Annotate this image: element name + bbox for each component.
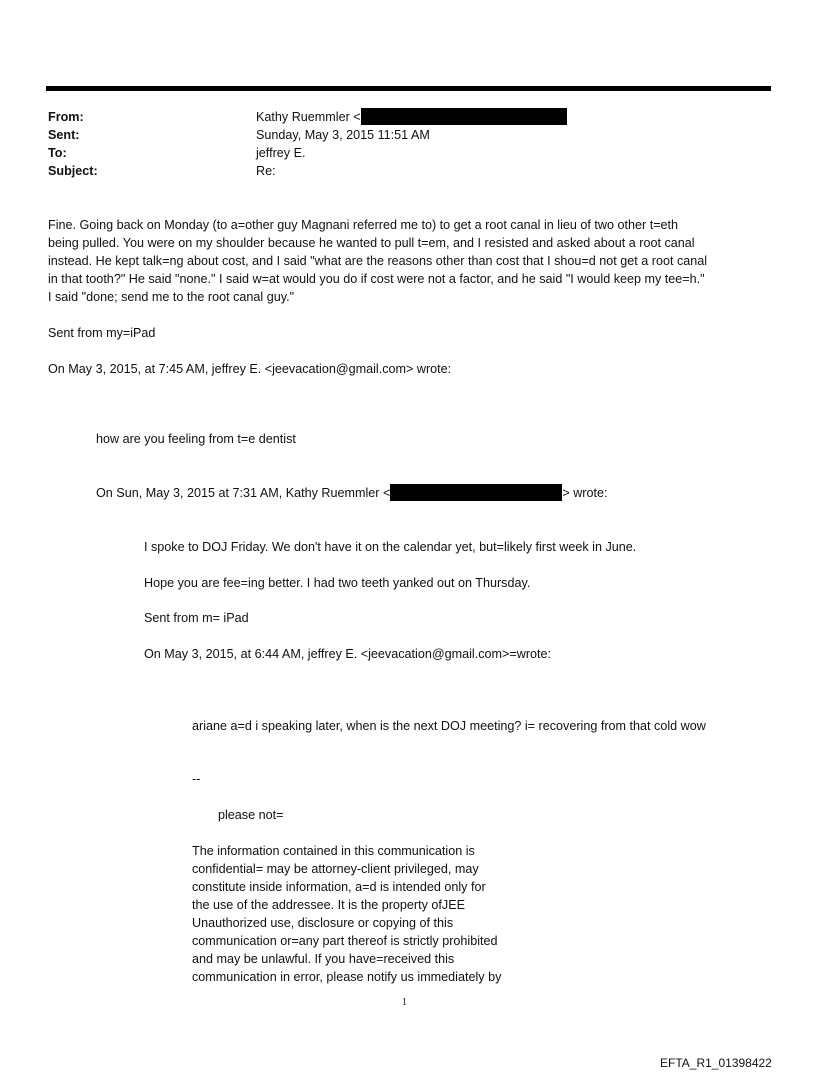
signature-note: please not= <box>218 808 284 822</box>
body-line: in that tooth?" He said "none." I said w=at would you do if cost were not a factor, and he said "I would keep my tee=h." <box>48 272 705 286</box>
body-paragraph-1 <box>48 216 707 306</box>
disclaimer-line: communication in error, please notify us immediately by <box>192 970 502 984</box>
signature-separator: -- <box>192 772 201 786</box>
from-row <box>48 108 648 126</box>
page-number: 1 <box>402 997 407 1008</box>
sent-from-2: Sent from m= iPad <box>144 611 249 625</box>
document-id: EFTA_R1_01398422 <box>660 1056 772 1070</box>
sent-value: Sunday, May 3, 2015 11:51 AM <box>256 128 430 142</box>
body-line: I said "done; send me to the root canal guy." <box>48 290 295 304</box>
body-line: instead. He kept talk=ng about cost, and I said "what are the reasons other than cost that I shou=d not get a root canal <box>48 254 708 268</box>
disclaimer <box>192 842 501 986</box>
message-2-line-2: Hope you are fee=ing better. I had two teeth yanked out on Thursday. <box>144 576 531 590</box>
subject-label: Subject: <box>48 164 98 178</box>
disclaimer-line: the use of the addressee. It is the property ofJEE <box>192 898 466 912</box>
subject-row <box>48 162 648 180</box>
to-value: jeffrey E. <box>256 146 306 160</box>
disclaimer-line: communication or=any part thereof is strictly prohibited <box>192 934 498 948</box>
redaction-box <box>390 484 562 501</box>
message-1: how are you feeling from t=e dentist <box>96 432 296 446</box>
sent-row <box>48 126 648 144</box>
quote-header-2-end: > wrote: <box>562 486 608 500</box>
quote-header-3: On May 3, 2015, at 6:44 AM, jeffrey E. <jeevacation@gmail.com>=wrote: <box>144 647 552 661</box>
body-line: being pulled. You were on my shoulder because he wanted to pull t=em, and I resisted and asked about a root canal <box>48 236 695 250</box>
quote-header-1: On May 3, 2015, at 7:45 AM, jeffrey E. <jeevacation@gmail.com> wrote: <box>48 362 452 376</box>
redaction-box <box>361 108 567 125</box>
disclaimer-line: confidential= may be attorney-client privileged, may <box>192 862 479 876</box>
disclaimer-line: and may be unlawful. If you have=received this <box>192 952 455 966</box>
message-3: ariane a=d i speaking later, when is the next DOJ meeting? i= recovering from that cold wow <box>192 719 706 733</box>
sent-label: Sent: <box>48 128 80 142</box>
disclaimer-line: The information contained in this communication is <box>192 844 475 858</box>
to-label: To: <box>48 146 67 160</box>
message-2-line-1: I spoke to DOJ Friday. We don't have it on the calendar yet, but=likely first week in June. <box>144 540 637 554</box>
disclaimer-line: Unauthorized use, disclosure or copying of this <box>192 916 454 930</box>
disclaimer-line: constitute inside information, a=d is intended only for <box>192 880 486 894</box>
subject-value: Re: <box>256 164 276 178</box>
to-row <box>48 144 648 162</box>
header-rule <box>46 86 771 91</box>
quote-header-2 <box>96 484 608 502</box>
from-name: Kathy Ruemmler < <box>256 110 361 124</box>
sent-from-1: Sent from my=iPad <box>48 326 156 340</box>
from-value <box>256 108 567 126</box>
from-label: From: <box>48 110 84 124</box>
quote-header-2-start: On Sun, May 3, 2015 at 7:31 AM, Kathy Ruemmler < <box>96 486 391 500</box>
body-line: Fine. Going back on Monday (to a=other guy Magnani referred me to) to get a root canal in lieu of two other t=eth <box>48 218 679 232</box>
